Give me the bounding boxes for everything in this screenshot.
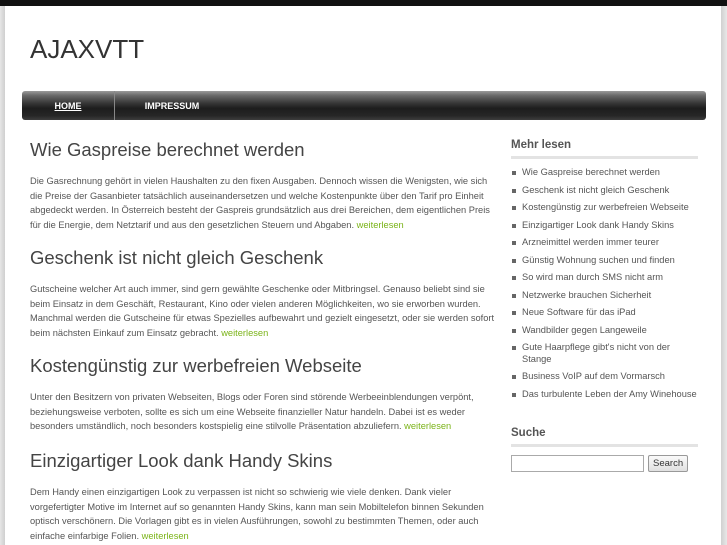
list-item xyxy=(511,255,698,267)
list-item xyxy=(511,202,698,214)
recent-post-link[interactable]: Gute Haarpflege gibt's nicht von der Stange xyxy=(522,342,671,364)
recent-post-link[interactable]: Neue Software für das iPad xyxy=(522,307,636,317)
read-more-link[interactable]: weiterlesen xyxy=(404,421,452,431)
recent-post-link[interactable]: Einzigartiger Look dank Handy Skins xyxy=(522,219,674,230)
post xyxy=(30,139,495,232)
list-item xyxy=(511,290,698,302)
post-excerpt xyxy=(30,282,495,340)
search-form xyxy=(511,455,698,472)
list-item xyxy=(511,307,698,319)
site-title[interactable]: AJAXVTT xyxy=(30,34,145,64)
list-item xyxy=(511,237,698,249)
page-left-border xyxy=(0,6,5,545)
post xyxy=(30,247,495,340)
list-item xyxy=(511,342,698,365)
list-item xyxy=(511,167,698,179)
post-excerpt xyxy=(30,174,495,232)
recent-post-link[interactable]: Kostengünstig zur werbefreien Webseite xyxy=(522,202,689,212)
recent-post-link[interactable]: Netzwerke brauchen Sicherheit xyxy=(522,289,652,300)
read-more-link[interactable]: weiterlesen xyxy=(141,530,189,541)
search-button[interactable]: Search xyxy=(648,455,688,472)
page-scrollbar[interactable] xyxy=(721,6,727,545)
list-item xyxy=(511,272,698,284)
read-more-link[interactable]: weiterlesen xyxy=(221,327,269,338)
nav-item-impressum-label: IMPRESSUM xyxy=(144,100,200,111)
recent-post-link[interactable]: Business VoIP auf dem Vormarsch xyxy=(522,371,665,381)
widget-title-suche: Suche xyxy=(511,427,698,447)
read-more-link[interactable]: weiterlesen xyxy=(356,219,404,230)
post-excerpt-text: Gutscheine welcher Art auch immer, sind gern gewählte Geschenke oder Mitbringsel. Genauso beliebt sind sie beim Einsatz in dem Geschäft, Restaurant, Kino oder vielen anderen Möglichkeiten, wo sie erworben wurden. Manchmal werden die Gutscheine für etwas Spezielles aufbewahrt und gezielt eingesetzt, oder sie werden sofort beim nächsten Einkauf zum Einsatz gebracht. xyxy=(30,284,495,338)
nav-item-impressum[interactable] xyxy=(115,91,229,120)
post-excerpt-text: Unter den Besitzern von privaten Webseiten, Blogs oder Foren sind störende Werbeeinblendungen verpönt, beziehungsweise verboten, sollte es sich um eine Webseite finanzieller Natur handeln. Dabei ist es weder besonders umständlich, noch besonders kostspielig eine stilvolle Präsentation abzuliefern. xyxy=(30,392,474,431)
post-excerpt-text: Die Gasrechnung gehört in vielen Haushalten zu den fixen Ausgaben. Dennoch wissen die Wenigsten, wie sich die Preise der Gasanbieter tatsächlich auseinandersetzen und welche Kostenpunkte über den Tarif pro Einheit abgedeckt werden. In Österreich besteht der Gaspreis grundsätzlich aus drei Bereichen, dem eigentlichen Preis für die Energie, dem Netztarif und aus den gesetzlichen Steuern und Abgaben. xyxy=(30,176,490,230)
post-title[interactable]: Wie Gaspreise berechnet werden xyxy=(30,139,305,160)
recent-post-link[interactable]: Das turbulente Leben der Amy Winehouse xyxy=(522,388,697,399)
post-excerpt xyxy=(30,390,495,434)
nav-item-home[interactable] xyxy=(22,91,115,120)
post-title[interactable]: Kostengünstig zur werbefreien Webseite xyxy=(30,355,362,376)
list-item xyxy=(511,371,698,383)
list-item xyxy=(511,389,698,401)
search-input[interactable] xyxy=(511,455,644,472)
recent-post-link[interactable]: Wie Gaspreise berechnet werden xyxy=(522,167,660,177)
list-item xyxy=(511,325,698,337)
post-title[interactable]: Geschenk ist nicht gleich Geschenk xyxy=(30,247,324,268)
sidebar-more-reading xyxy=(511,139,698,406)
recent-post-link[interactable]: Arzneimittel werden immer teurer xyxy=(522,237,659,247)
post xyxy=(30,450,495,543)
nav-item-home-label: HOME xyxy=(54,100,82,111)
browser-top-bar xyxy=(0,0,727,6)
post xyxy=(30,355,495,434)
post-title[interactable]: Einzigartiger Look dank Handy Skins xyxy=(30,450,333,471)
search-widget xyxy=(511,427,698,472)
widget-title-mehr-lesen: Mehr lesen xyxy=(511,139,698,159)
recent-post-link[interactable]: Geschenk ist nicht gleich Geschenk xyxy=(522,184,670,195)
recent-post-link[interactable]: Wandbilder gegen Langeweile xyxy=(522,324,647,335)
list-item xyxy=(511,220,698,232)
recent-post-link[interactable]: Günstig Wohnung suchen und finden xyxy=(522,254,675,265)
list-item xyxy=(511,185,698,197)
recent-post-link[interactable]: So wird man durch SMS nicht arm xyxy=(522,272,664,282)
post-excerpt xyxy=(30,485,495,543)
recent-posts-list xyxy=(511,167,698,400)
main-navigation xyxy=(22,91,706,120)
post-excerpt-text: Dem Handy einen einzigartigen Look zu verpassen ist nicht so schwierig wie viele denken. Dank vieler vorgefertigter Motive im Internet auf so genannten Handy Skins, kann man sein Mobiltelefon binnen Sekunden optisch verschönern. Die Vorlagen gibt es in vielen Ausführungen, sowohl zu bestimmten Themen, oder auch einfache einfarbige Folien. xyxy=(30,487,484,541)
